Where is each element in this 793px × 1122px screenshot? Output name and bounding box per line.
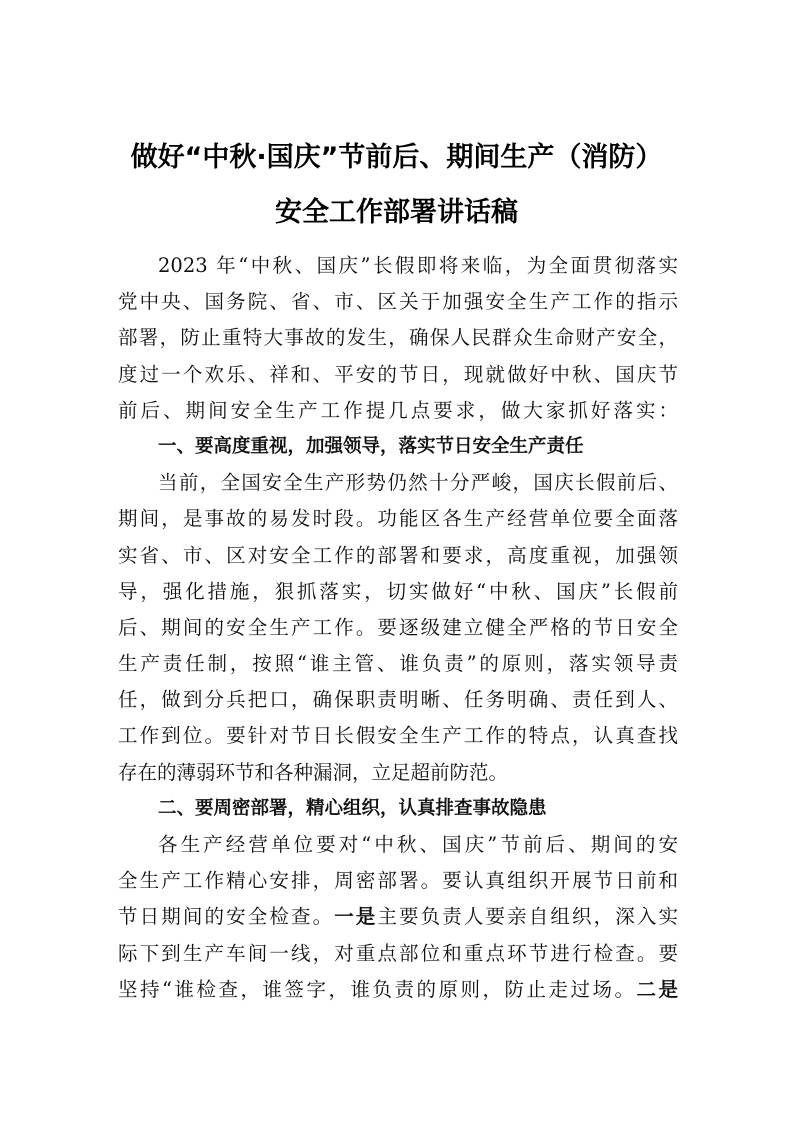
paragraph-1-line: 部署，防止重特大事故的发生，确保人民群众生命财产安全， — [118, 326, 678, 350]
paragraph-1-line: 度过一个欢乐、祥和、平安的节日，现就做好中秋、国庆节 — [118, 362, 678, 386]
paragraph-3-text: 节日期间的安全检查。 — [118, 905, 335, 929]
paragraph-2-line: 存在的薄弱环节和各种漏洞，立足超前防范。 — [118, 760, 509, 784]
paragraph-3-line: 际下到生产车间一线，对重点部位和重点环节进行检查。要 — [118, 941, 678, 965]
section-heading-1: 一、要高度重视，加强领导，落实节日安全生产责任 — [158, 435, 584, 457]
emphasis-first: 一是 — [334, 905, 378, 929]
paragraph-2-line: 后、期间的安全生产工作。要逐级建立健全严格的节日安全 — [118, 615, 678, 639]
paragraph-1-line: 2023 年“中秋、国庆”长假即将来临，为全面贯彻落实 — [158, 254, 678, 277]
paragraph-1-line: 党中央、国务院、省、市、区关于加强安全生产工作的指示 — [118, 290, 678, 314]
paragraph-2-line: 任，做到分兵把口，确保职责明晰、任务明确、责任到人、 — [118, 688, 678, 712]
emphasis-second: 二是 — [636, 977, 678, 1001]
paragraph-3-text: 坚持“谁检查，谁签字，谁负责的原则，防止走过场。 — [118, 977, 637, 1001]
document-body — [118, 248, 678, 1008]
paragraph-3-line — [118, 899, 678, 935]
document-title-line-2: 安全工作部署讲话稿 — [275, 197, 518, 228]
paragraph-3-text: 主要负责人要亲自组织，深入实 — [377, 905, 678, 929]
paragraph-3-line — [118, 972, 678, 1008]
paragraph-2-line: 导，强化措施，狠抓落实，切实做好“中秋、国庆”长假前 — [118, 579, 678, 603]
paragraph-2-line: 工作到位。要针对节日长假安全生产工作的特点，认真查找 — [118, 724, 678, 748]
document-title-line-1: 做好“中秋·国庆”节前后、期间生产（消防） — [130, 142, 663, 173]
paragraph-1-line: 前后、期间安全生产工作提几点要求，做大家抓好落实： — [118, 398, 678, 422]
paragraph-3-line: 全生产工作精心安排，周密部署。要认真组织开展节日前和 — [118, 869, 678, 893]
paragraph-2-line: 实省、市、区对安全工作的部署和要求，高度重视，加强领 — [118, 543, 678, 567]
section-heading-2: 二、要周密部署，精心组织，认真排查事故隐患 — [158, 797, 547, 819]
paragraph-3-line: 各生产经营单位要对“中秋、国庆”节前后、期间的安 — [158, 833, 678, 856]
paragraph-2-line: 生产责任制，按照“谁主管、谁负责”的原则，落实领导责 — [118, 652, 678, 676]
paragraph-2-line: 当前，全国安全生产形势仍然十分严峻，国庆长假前后、 — [158, 471, 678, 495]
paragraph-2-line: 期间，是事故的易发时段。功能区各生产经营单位要全面落 — [118, 507, 678, 531]
